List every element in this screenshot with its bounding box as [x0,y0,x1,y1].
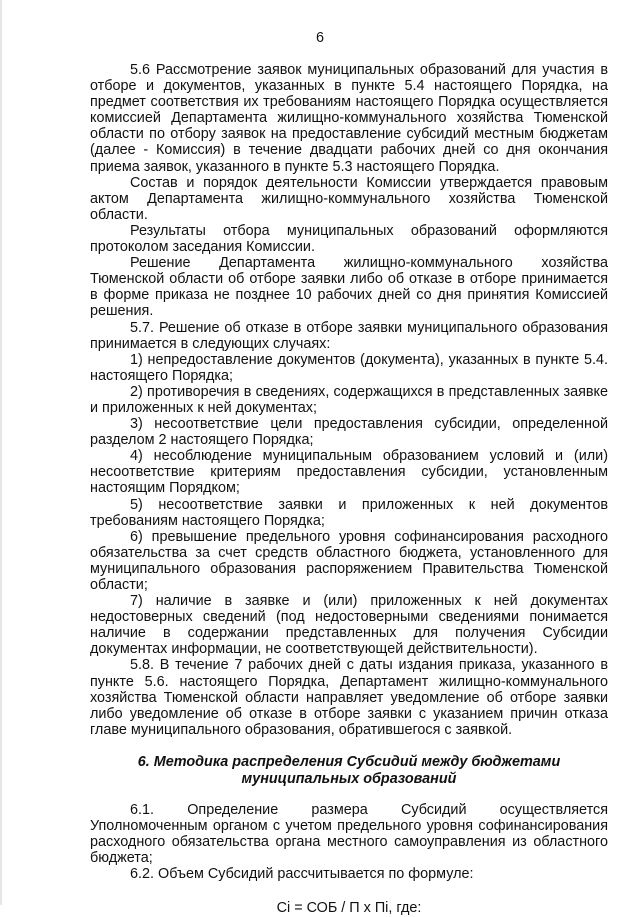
paragraph-department-decision: Решение Департамента жилищно-коммунального хозяйства Тюменской области об отборе заявки либо об отказе в отборе принимается в форме приказа не позднее 10 рабочих дней со дня принятия Комиссией решения. [90,255,608,320]
paragraph-6-1: 6.1. Определение размера Субсидий осуществляется Уполномоченным органом с учетом предельного уровня софинансирования расходного обязательства органа местного самоуправления из областного бюджета; [90,801,608,867]
section-heading: 6. Методика распределения Субсидий между бюджетами муниципальных образований [137,753,561,787]
paragraph-commission-composition: Состав и порядок деятельности Комиссии утверждается правовым актом Департамента жилищно-коммунального хозяйства Тюменской области. [90,174,608,223]
paragraph-5-6: 5.6 Рассмотрение заявок муниципальных образований для участия в отборе и документов, указанных в пункте 5.4 настоящего Порядка, на предмет соответствия их требованиям настоящего Порядка осуществляется комиссией Департамента жилищно-коммунального хозяйства Тюменской области по отбору заявок на предоставление субсидий местным бюджетам (далее - Комиссия) в течение двадцати рабочих дней со дня окончания приема заявок, указанного в пункте 5.3 настоящего Порядка. [90,62,608,175]
scan-edge [0,0,2,905]
paragraph-6-2: 6.2. Объем Субсидий рассчитывается по формуле: [130,866,474,883]
list-item-4: 4) несоблюдение муниципальным образованием условий и (или) несоответствие критериям предоставления субсидии, установленным настоящим Порядком; [90,448,608,497]
paragraph-5-7: 5.7. Решение об отказе в отборе заявки муниципального образования принимается в следующих случаях: [90,319,608,352]
page-number: 6 [315,30,324,46]
list-item-2: 2) противоречия в сведениях, содержащихся в представленных заявке и приложенных к ней документах; [90,383,608,416]
paragraph-5-8: 5.8. В течение 7 рабочих дней с даты издания приказа, указанного в пункте 5.6. настоящего Порядка, Департамент жилищно-коммунального хозяйства Тюменской области направляет уведомление об отборе заявки либо уведомление об отказе в отборе заявки с указанием причин отказа главе муниципального образования, обратившегося с заявкой. [90,657,608,738]
paragraph-selection-results: Результаты отбора муниципальных образований оформляются протоколом заседания Комиссии. [90,222,608,256]
list-item-1: 1) непредоставление документов (документа), указанных в пункте 5.4. настоящего Порядка; [90,351,608,384]
list-item-6: 6) превышение предельного уровня софинансирования расходного обязательства за счет средств областного бюджета, установленного для муниципального образования распоряжением Правительства Тюменской области; [90,528,608,593]
list-item-3: 3) несоответствие цели предоставления субсидии, определенной разделом 2 настоящего Порядка; [90,416,608,449]
document-body [90,62,608,917]
formula: Сi = СОБ / П х Пi, где: [276,900,422,917]
list-item-7: 7) наличие в заявке и (или) приложенных к ней документах недостоверных сведений (под недостоверными сведениями понимается наличие в содержании представленных для получения Субсидии документах информации, не соответствующей действительности). [90,593,608,658]
list-item-5: 5) несоответствие заявки и приложенных к ней документов требованиям настоящего Порядка; [90,496,608,529]
